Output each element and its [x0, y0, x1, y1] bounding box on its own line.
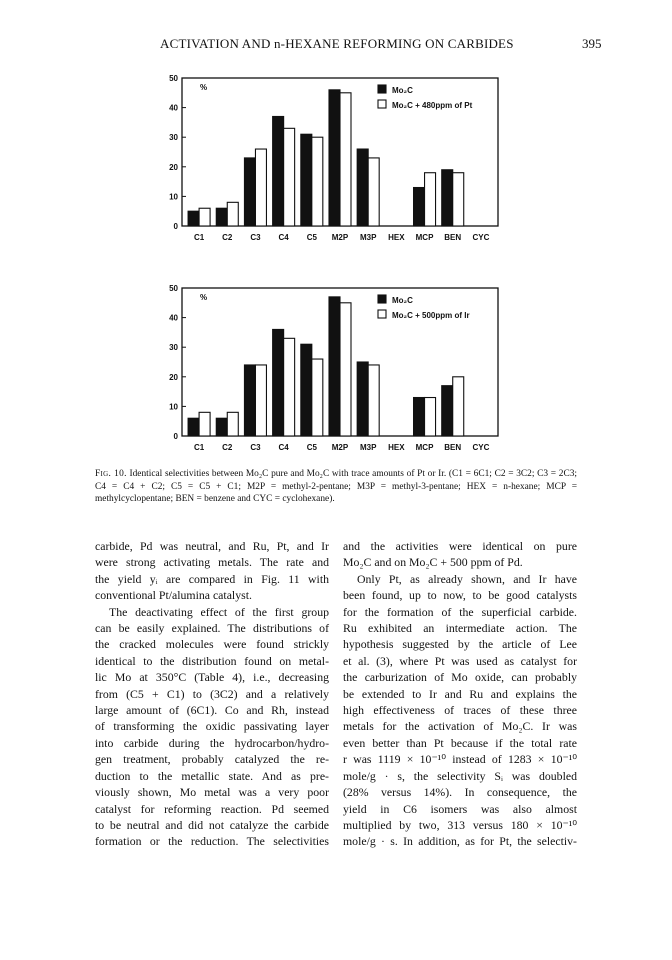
c1-bar-doped-mcp: [425, 398, 436, 436]
c1-x-tick-label-c3: C3: [250, 443, 261, 452]
c1-bar-doped-c3: [255, 365, 266, 436]
c0-x-tick-label-c4: C4: [278, 233, 289, 242]
c1-legend-swatch-1: [378, 310, 386, 318]
c1-bar-mo2c-c2: [216, 418, 227, 436]
text-line: from (C5 + C1) to (3C2) and a relatively: [95, 686, 329, 701]
text-line: be extended to Ir and Ru and explains the: [343, 686, 577, 701]
figure-caption: [95, 468, 577, 506]
c0-bar-mo2c-c1: [188, 211, 199, 226]
c0-bar-mo2c-mcp: [414, 188, 425, 226]
text-line: the carburization of Mo oxide, can probably: [343, 670, 577, 685]
c1-bar-doped-m3p: [368, 365, 379, 436]
body-column-left: [95, 538, 329, 850]
text-line: (28% versus 14%). In consequence, the: [343, 785, 577, 800]
c1-bar-doped-c4: [284, 338, 295, 436]
c0-x-tick-label-m3p: M3P: [359, 233, 377, 242]
c0-y-tick-label: 0: [173, 222, 178, 231]
c0-bar-doped-c1: [199, 208, 210, 226]
c1-bar-doped-c2: [227, 412, 238, 436]
c1-bar-mo2c-c1: [188, 418, 199, 436]
c1-bar-doped-c1: [199, 412, 210, 436]
text-line: et al. (3), where Pt was used as catalyst for: [343, 653, 577, 668]
bar-chart-ir-svg: [150, 282, 510, 482]
text-line: viously shown, Mo metal was a very poor: [95, 785, 329, 800]
c1-bar-mo2c-m3p: [357, 362, 368, 436]
text-line: to be neutral and did not catalyze the carbide: [95, 817, 329, 832]
text-line: of transforming the oxidic passivating layer: [95, 719, 329, 734]
text-line: mole/g · s. In addition, as for Pt, the selectiv-: [343, 834, 577, 849]
c1-y-tick-label: 20: [169, 372, 178, 382]
c1-bar-mo2c-ben: [442, 386, 453, 436]
c1-x-tick-label-hex: HEX: [388, 443, 405, 452]
c1-x-tick-label-mcp: MCP: [415, 443, 434, 452]
c0-bar-doped-c4: [284, 128, 295, 226]
c0-unit-label: %: [200, 83, 208, 92]
body-column-right: [343, 538, 577, 850]
c0-bar-mo2c-c4: [273, 116, 284, 226]
c0-bar-mo2c-c3: [244, 158, 255, 226]
c0-x-tick-label-cyc: CYC: [472, 233, 490, 242]
c0-x-tick-label-mcp: MCP: [415, 233, 434, 242]
bar-chart-pt-svg: [150, 72, 510, 272]
text-line: the cracked molecules were found strickly: [95, 637, 329, 652]
text-line: carbide, Pd was neutral, and Ru, Pt, and Ir: [95, 539, 329, 553]
text-line: multiplied by two, 313 versus 180 × 10⁻¹⁰: [343, 817, 577, 832]
c0-legend-label-0: Mo₂C: [392, 86, 413, 95]
text-line: The deactivating effect of the first group: [109, 604, 329, 619]
c0-bar-doped-ben: [453, 173, 464, 226]
c0-legend-swatch-1: [378, 100, 386, 108]
c1-x-tick-label-cyc: CYC: [472, 443, 490, 452]
text-line: and the activities were identical on pure: [343, 539, 577, 553]
c0-bar-doped-c2: [227, 202, 238, 226]
text-line: lic Mo at 350°C (Table 4), i.e., decreasing: [95, 670, 329, 685]
text-line: been found, up to now, to be good catalysts: [343, 588, 577, 603]
c1-y-tick-label: 40: [169, 313, 178, 323]
figure-label: Fig. 10.: [95, 469, 127, 479]
c0-bar-mo2c-c5: [301, 134, 312, 226]
text-line: identical to the distribution found on metal-: [95, 653, 329, 668]
c0-x-tick-label-c5: C5: [306, 233, 317, 242]
c0-bar-doped-mcp: [425, 173, 436, 226]
text-line: for the formation of the superficial carbide.: [343, 604, 577, 619]
c1-bar-mo2c-c5: [301, 344, 312, 436]
text-line: were strong activating metals. The rate and: [95, 555, 329, 570]
text-line: formation or the reduction. The selectivities: [95, 834, 329, 849]
text-line: metals for the activation of Mo₂C. Ir was: [343, 719, 577, 734]
c1-bar-mo2c-mcp: [414, 398, 425, 436]
c0-bar-mo2c-ben: [442, 170, 453, 226]
c0-legend-label-1: Mo₂C + 480ppm of Pt: [392, 101, 473, 110]
bar-chart-ir: [150, 282, 510, 482]
c0-x-tick-label-m2p: M2P: [331, 233, 349, 242]
c1-y-tick-label: 0: [173, 432, 178, 441]
c0-x-tick-label-c3: C3: [250, 233, 261, 242]
c1-bar-doped-c5: [312, 359, 323, 436]
text-line: mole/g · s, the selectivity Sᵢ was doubled: [343, 768, 577, 783]
text-line: gen treatment, probably catalyzed the re-: [95, 752, 329, 767]
text-line: can be easily explained. The distributions of: [95, 621, 329, 636]
c1-y-tick-label: 50: [169, 284, 178, 293]
text-line: Only Pt, as already shown, and Ir have: [357, 571, 577, 586]
c0-bar-doped-c5: [312, 137, 323, 226]
running-title: ACTIVATION AND n-HEXANE REFORMING ON CARBIDES: [160, 36, 514, 51]
c0-y-tick-label: 10: [169, 192, 178, 202]
c1-bar-doped-m2p: [340, 303, 351, 436]
c0-bar-doped-m3p: [368, 158, 379, 226]
bar-chart-pt: [150, 72, 510, 272]
page-number: 395: [582, 36, 602, 51]
c0-y-tick-label: 30: [169, 133, 178, 143]
text-line: Mo₂C and on Mo₂C + 500 ppm of Pd.: [343, 555, 523, 570]
c1-y-tick-label: 30: [169, 343, 178, 353]
c0-bar-mo2c-c2: [216, 208, 227, 226]
text-line: Ru exhibited an intermediate action. The: [343, 621, 577, 636]
c1-bar-mo2c-c3: [244, 365, 255, 436]
text-line: large amount of (6C1). Co and Rh, instead: [95, 703, 329, 718]
text-line: into carbide during the hydrocarbon/hydro-: [95, 735, 329, 750]
c0-legend-swatch-0: [378, 85, 386, 93]
text-line: the yield yᵢ are compared in Fig. 11 with: [95, 571, 329, 586]
c0-bar-doped-c3: [255, 149, 266, 226]
c1-y-tick-label: 10: [169, 402, 178, 412]
text-line: even better than Pt because if the total rate: [343, 735, 577, 750]
c1-legend-swatch-0: [378, 295, 386, 303]
c1-legend-label-1: Mo₂C + 500ppm of Ir: [392, 311, 470, 320]
c1-x-tick-label-c2: C2: [222, 443, 233, 452]
c0-y-tick-label: 50: [169, 74, 178, 83]
c1-bar-mo2c-m2p: [329, 297, 340, 436]
text-line: catalyst for reforming reaction. Pd seemed: [95, 801, 329, 816]
c1-x-tick-label-ben: BEN: [444, 443, 462, 452]
running-header: [0, 36, 672, 56]
text-line: yield in C6 isomers was also almost: [343, 801, 577, 816]
text-line: high effectiveness of traces of these three: [343, 703, 577, 718]
c0-x-tick-label-hex: HEX: [388, 233, 405, 242]
c1-legend-label-0: Mo₂C: [392, 296, 413, 305]
c0-x-tick-label-c2: C2: [222, 233, 233, 242]
c1-bar-mo2c-c4: [273, 329, 284, 436]
c1-x-tick-label-m2p: M2P: [331, 443, 349, 452]
c0-bar-mo2c-m3p: [357, 149, 368, 226]
text-line: r was 1119 × 10⁻¹⁰ instead of 1283 × 10⁻¹⁰: [343, 752, 577, 767]
c1-bar-doped-ben: [453, 377, 464, 436]
c1-x-tick-label-c5: C5: [306, 443, 317, 452]
text-line: conventional Pt/alumina catalyst.: [95, 588, 252, 603]
c0-bar-doped-m2p: [340, 93, 351, 226]
figure-caption-text: Identical selectivities between Mo₂C pure and Mo₂C with trace amounts of Pt or Ir. (C1 = 6C1; C2 = 3C2; C3 = 2C3; C4 = C4 + C2; C5 = C5 + C1; M2P = methyl-2-pentane; M3P = methyl-3-pentane; HEX = n-hexane; MCP = methylcyclopentane; BEN = benzene and CYC = cyclohexane).: [95, 469, 577, 505]
c1-x-tick-label-c4: C4: [278, 443, 289, 452]
c1-x-tick-label-c1: C1: [193, 443, 205, 452]
c0-y-tick-label: 40: [169, 103, 178, 113]
c1-unit-label: %: [200, 293, 208, 302]
c0-y-tick-label: 20: [169, 162, 178, 172]
c0-x-tick-label-c1: C1: [193, 233, 205, 242]
text-line: duction to the metallic state. And as pre-: [95, 768, 329, 783]
c0-bar-mo2c-m2p: [329, 90, 340, 226]
text-line: hypothesis suggested by the article of Lee: [343, 637, 577, 652]
c1-x-tick-label-m3p: M3P: [359, 443, 377, 452]
c0-x-tick-label-ben: BEN: [444, 233, 462, 242]
